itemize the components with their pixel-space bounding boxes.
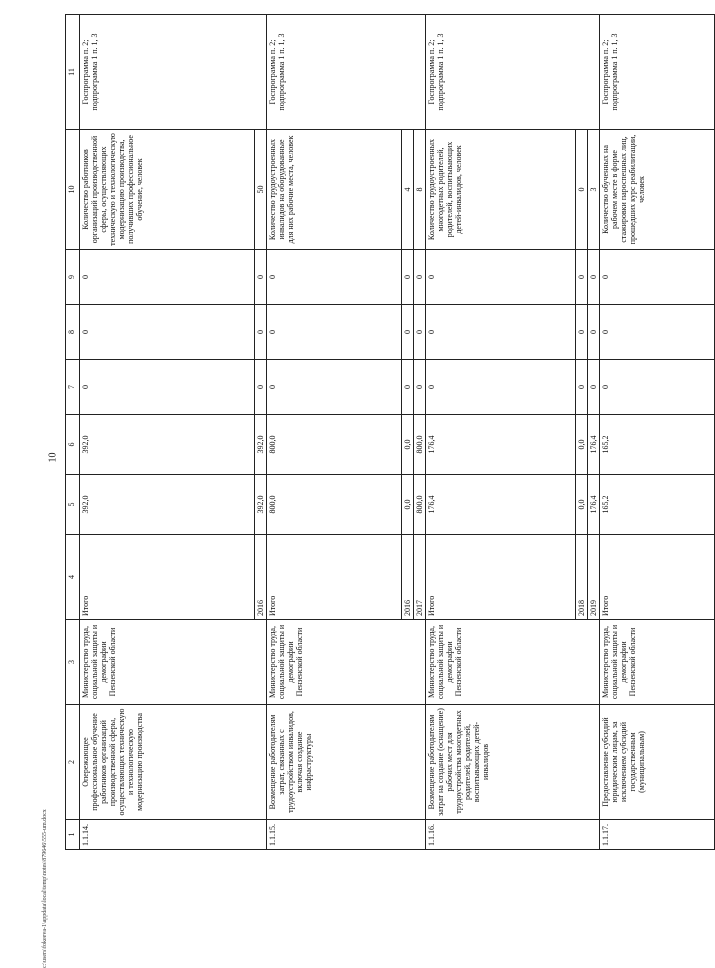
- value-other: 0: [414, 250, 426, 305]
- year-cell: 2018: [576, 535, 588, 620]
- value-federal: 0: [414, 360, 426, 415]
- row-number: 1.1.17.: [600, 820, 715, 850]
- value-federal: 0: [267, 360, 402, 415]
- value-regional: 392,0: [255, 415, 267, 475]
- value-regional: 0,0: [402, 415, 414, 475]
- program-reference: Госпрограмма п. 2; подпрограмма 1 п. 1, 3: [80, 15, 267, 130]
- measure-name: Опережающее профессиональное обучение работников организаций производственной сферы, осуществляющих техническую и технологическую модернизацию производства: [80, 705, 267, 820]
- col-header: 5: [66, 475, 80, 535]
- col-header: 1: [66, 820, 80, 850]
- value-local: 0: [576, 305, 588, 360]
- value-local: 0: [588, 305, 600, 360]
- table-row: [600, 15, 715, 850]
- rotated-table-wrapper: [65, 15, 646, 850]
- value-total: 800,0: [414, 475, 426, 535]
- year-cell: Итого: [267, 535, 402, 620]
- value-other: 0: [600, 250, 715, 305]
- value-local: 0: [80, 305, 255, 360]
- indicator: Количество трудоустроенных многодетных родителей, родителей, воспитывающих детей-инвалидов, человек: [426, 130, 576, 250]
- value-other: 0: [402, 250, 414, 305]
- year-cell: 2017: [414, 535, 426, 620]
- value-regional: 392,0: [80, 415, 255, 475]
- measure-name: Возмещение работодателям затрат, связанных с трудоустройством инвалидов, включая создание инфраструктуры: [267, 705, 426, 820]
- value-total: 0,0: [576, 475, 588, 535]
- value-other: 0: [576, 250, 588, 305]
- executor: Министерство труда, социальной защиты и демографии Пензенской области: [600, 620, 715, 705]
- value-federal: 0: [426, 360, 576, 415]
- measure-name: Предоставление субсидий юридическим лицам, за исключением субсидий государственным (муниципальным): [600, 705, 715, 820]
- value-local: 0: [414, 305, 426, 360]
- value-federal: 0: [255, 360, 267, 415]
- value-regional: 0,0: [576, 415, 588, 475]
- col-header: 6: [66, 415, 80, 475]
- row-number: 1.1.14.: [80, 820, 267, 850]
- executor: Министерство труда, социальной защиты и демографии Пензенской области: [267, 620, 426, 705]
- value-regional: 800,0: [267, 415, 402, 475]
- value-federal: 0: [600, 360, 715, 415]
- year-cell: 2016: [402, 535, 414, 620]
- value-total: 165,2: [600, 475, 715, 535]
- year-cell: 2019: [588, 535, 600, 620]
- value-regional: 165,2: [600, 415, 715, 475]
- footer-file-path: c:\users\fokeeva-1\appdata\local\temp\notes\879646\555-um.docx: [42, 809, 48, 968]
- value-federal: 0: [402, 360, 414, 415]
- value-federal: 0: [80, 360, 255, 415]
- value-total: 800,0: [267, 475, 402, 535]
- year-cell: Итого: [80, 535, 255, 620]
- value-total: 176,4: [426, 475, 576, 535]
- program-table: [65, 14, 715, 850]
- measure-name: Возмещение работодателям затрат на создание (оснащение) рабочих мест для трудоустройства многодетных родителей, родителей, воспитывающих детей-инвалидов: [426, 705, 600, 820]
- value-local: 0: [426, 305, 576, 360]
- indicator: 0: [576, 130, 588, 250]
- value-regional: 176,4: [426, 415, 576, 475]
- value-regional: 176,4: [588, 415, 600, 475]
- table-row: [426, 15, 576, 850]
- value-federal: 0: [588, 360, 600, 415]
- column-number-row: [66, 15, 80, 850]
- row-number: 1.1.15.: [267, 820, 426, 850]
- value-other: 0: [255, 250, 267, 305]
- value-total: 392,0: [255, 475, 267, 535]
- value-total: 392,0: [80, 475, 255, 535]
- year-cell: Итого: [600, 535, 715, 620]
- col-header: 4: [66, 535, 80, 620]
- indicator: Количество трудоустроенных инвалидов на оборудованные для них рабочие места, человек: [267, 130, 402, 250]
- value-federal: 0: [576, 360, 588, 415]
- value-total: 176,4: [588, 475, 600, 535]
- indicator: Количество обученных на рабочем месте в форме стажировки пароспешных лиц, прошедших курс реабилитации, человек: [600, 130, 715, 250]
- value-regional: 800,0: [414, 415, 426, 475]
- value-total: 0,0: [402, 475, 414, 535]
- indicator: 3: [588, 130, 600, 250]
- program-reference: Госпрограмма п. 2; подпрограмма 1 п. 1, 3: [600, 15, 715, 130]
- col-header: 8: [66, 305, 80, 360]
- row-number: 1.1.16.: [426, 820, 600, 850]
- table-row: [267, 15, 402, 850]
- col-header: 7: [66, 360, 80, 415]
- indicator: Количество работников организаций производственной сферы, осуществляющих техническую и технологическую модернизацию производства, получивших профессиональное обучение, человек: [80, 130, 255, 250]
- executor: Министерство труда, социальной защиты и демографии Пензенской области: [80, 620, 267, 705]
- value-local: 0: [402, 305, 414, 360]
- year-cell: Итого: [426, 535, 576, 620]
- col-header: 11: [66, 15, 80, 130]
- col-header: 3: [66, 620, 80, 705]
- col-header: 9: [66, 250, 80, 305]
- value-local: 0: [600, 305, 715, 360]
- value-local: 0: [255, 305, 267, 360]
- col-header: 10: [66, 130, 80, 250]
- indicator: 8: [414, 130, 426, 250]
- col-header: 2: [66, 705, 80, 820]
- program-reference: Госпрограмма п. 2; подпрограмма 1 п. 1, 3: [267, 15, 426, 130]
- indicator: 4: [402, 130, 414, 250]
- value-other: 0: [267, 250, 402, 305]
- value-other: 0: [588, 250, 600, 305]
- executor: Министерство труда, социальной защиты и демографии Пензенской области: [426, 620, 600, 705]
- value-other: 0: [426, 250, 576, 305]
- table-row: [80, 15, 255, 850]
- year-cell: 2016: [255, 535, 267, 620]
- page-number: 10: [47, 452, 59, 463]
- program-reference: Госпрограмма п. 2; подпрограмма 1 п. 1, 3: [426, 15, 600, 130]
- value-other: 0: [80, 250, 255, 305]
- indicator: 50: [255, 130, 267, 250]
- value-local: 0: [267, 305, 402, 360]
